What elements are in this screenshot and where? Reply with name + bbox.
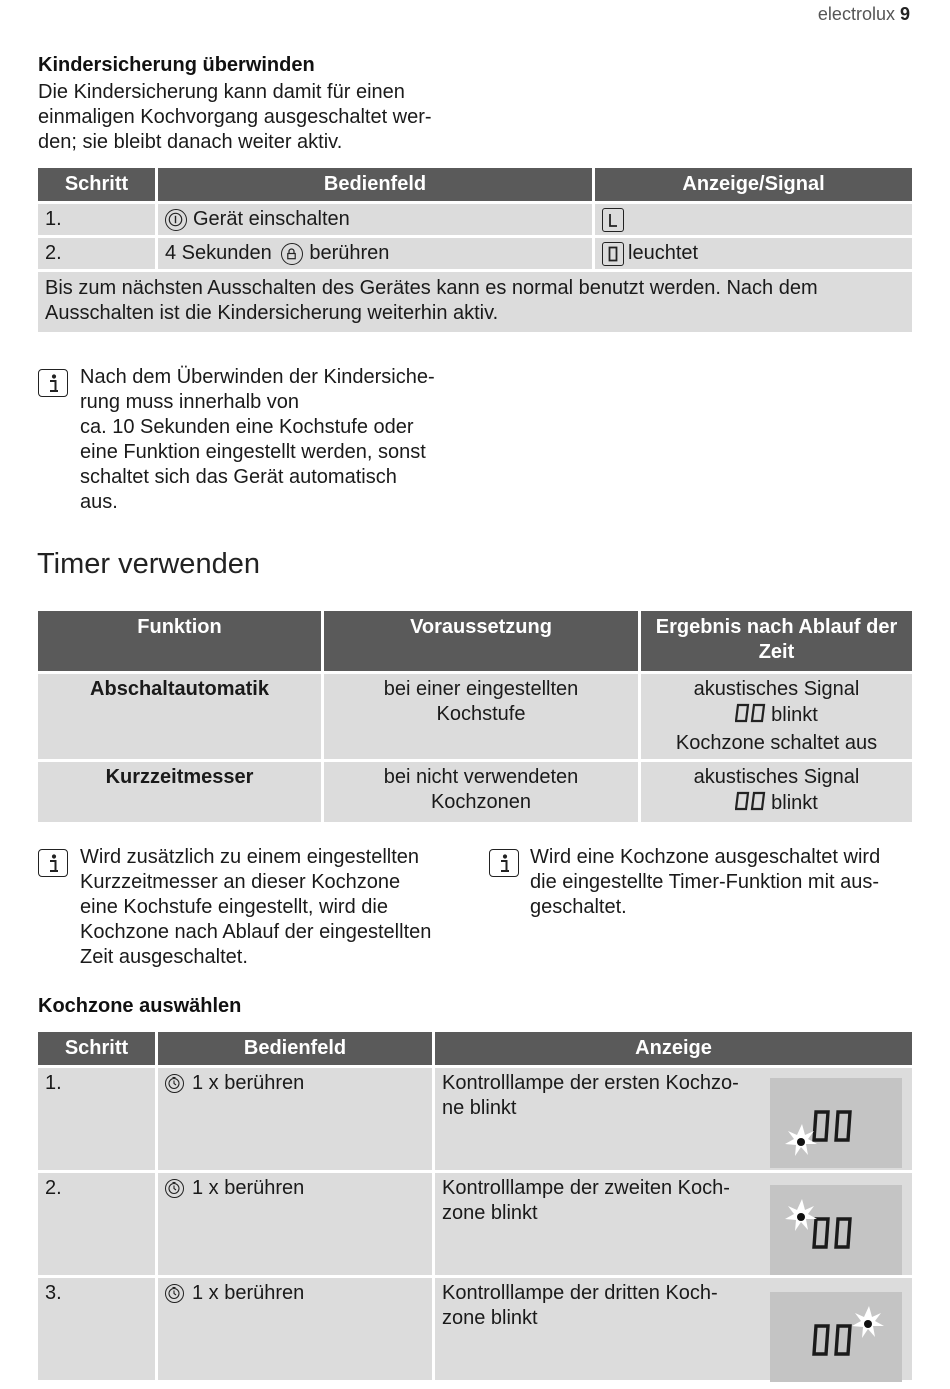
display-illustration-zone-1 xyxy=(770,1078,902,1168)
blinking-indicator-icon xyxy=(852,1306,884,1338)
condition-line: Kochstufe xyxy=(436,703,526,725)
info-icon xyxy=(489,849,519,877)
info-line: Wird zusätzlich zu einem eingestellten xyxy=(80,846,420,868)
col-header-step: Schritt xyxy=(38,1032,155,1065)
display-line: zone blinkt xyxy=(442,1307,538,1329)
info-line: Wird eine Kochzone ausgeschaltet wird xyxy=(530,846,881,868)
info-line: die eingestellte Timer-Funktion mit aus- xyxy=(530,871,880,893)
result-line: akustisches Signal xyxy=(693,678,860,700)
control-cell xyxy=(158,1278,432,1380)
intro-line: den; sie bleibt danach weiter aktiv. xyxy=(38,131,343,153)
info-text-child-lock xyxy=(80,365,435,515)
info-line: ca. 10 Sekunden eine Kochstufe oder xyxy=(80,416,414,438)
display-cell xyxy=(595,204,912,235)
power-icon xyxy=(165,209,187,231)
blinking-indicator-icon xyxy=(785,1124,817,1156)
child-lock-heading: Kindersicherung überwinden xyxy=(38,54,315,76)
zone-select-heading: Kochzone auswählen xyxy=(38,995,242,1017)
col-header-control: Bedienfeld xyxy=(158,168,592,201)
condition-line: bei einer eingestellten xyxy=(383,678,579,700)
timer-icon xyxy=(165,1284,184,1303)
col-header-result: Ergebnis nach Ablauf der Zeit xyxy=(641,611,912,671)
control-cell xyxy=(158,204,592,235)
table-row xyxy=(38,238,912,269)
note-line: Ausschalten ist die Kindersicherung weiterhin aktiv. xyxy=(45,302,499,324)
page-number: 9 xyxy=(899,4,910,24)
info-line: geschaltet. xyxy=(530,896,627,918)
table-header-row xyxy=(38,1032,912,1065)
display-illustration-zone-3 xyxy=(770,1292,902,1382)
table-row xyxy=(38,674,912,759)
result-line: Kochzone schaltet aus xyxy=(675,732,878,754)
control-cell xyxy=(158,238,592,269)
info-line: Nach dem Überwinden der Kindersiche- xyxy=(80,366,435,388)
display-line: ne blinkt xyxy=(442,1097,517,1119)
control-label-post: berühren xyxy=(309,242,390,264)
info-icon xyxy=(38,369,68,397)
info-text-timer-right xyxy=(530,845,880,920)
info-text-timer-left xyxy=(80,845,431,970)
table-row xyxy=(38,204,912,235)
intro-line: einmaligen Kochvorgang ausgeschaltet wer- xyxy=(38,106,432,128)
control-label: Gerät einschalten xyxy=(193,208,350,230)
blinking-indicator-icon xyxy=(785,1199,817,1231)
digit-display-icon xyxy=(735,790,767,819)
info-line: Zeit ausgeschaltet. xyxy=(80,946,248,968)
col-header-condition: Voraussetzung xyxy=(324,611,638,671)
col-header-control: Bedienfeld xyxy=(158,1032,432,1065)
info-line: eine Funktion eingestellt werden, sonst xyxy=(80,441,426,463)
info-line: Kochzone nach Ablauf der eingestellten xyxy=(80,921,432,943)
control-label-pre: 4 Sekunden xyxy=(165,242,272,264)
result-blink: blinkt xyxy=(771,704,818,726)
result-line xyxy=(648,790,905,819)
step-cell: 2. xyxy=(38,238,155,269)
col-header-display: Anzeige xyxy=(435,1032,912,1065)
display-symbol-zero-icon xyxy=(602,242,624,266)
info-line: eine Kochstufe eingestellt, wird die xyxy=(80,896,388,918)
digit-display-icon xyxy=(735,702,767,731)
display-line: zone blinkt xyxy=(442,1202,538,1224)
step-cell: 1. xyxy=(38,204,155,235)
timer-function-table xyxy=(35,608,915,825)
lock-icon xyxy=(281,243,303,265)
display-line: Kontrolllampe der ersten Kochzo- xyxy=(442,1072,739,1094)
control-cell xyxy=(158,1068,432,1170)
timer-section-title: Timer verwenden xyxy=(37,548,260,580)
page-header xyxy=(818,4,910,25)
function-cell: Kurzzeitmesser xyxy=(38,762,321,822)
control-label: 1 x berühren xyxy=(192,1072,305,1094)
result-blink: blinkt xyxy=(771,792,818,814)
condition-cell xyxy=(324,674,638,759)
info-line: rung muss innerhalb von xyxy=(80,391,300,413)
col-header-function: Funktion xyxy=(38,611,321,671)
table-note-row xyxy=(38,272,912,332)
step-cell: 1. xyxy=(38,1068,155,1170)
timer-icon xyxy=(165,1179,184,1198)
brand-name: electrolux xyxy=(817,4,895,24)
display-text: leuchtet xyxy=(628,242,699,264)
note-line: Bis zum nächsten Ausschalten des Gerätes kann es normal benutzt werden. Nach dem xyxy=(45,277,818,299)
display-line: Kontrolllampe der zweiten Koch- xyxy=(442,1177,730,1199)
display-symbol-l-icon xyxy=(602,208,624,232)
control-cell xyxy=(158,1173,432,1275)
col-header-display: Anzeige/Signal xyxy=(595,168,912,201)
table-row xyxy=(38,762,912,822)
timer-icon xyxy=(165,1074,184,1093)
info-line: Kurzzeitmesser an dieser Kochzone xyxy=(80,871,401,893)
result-cell xyxy=(641,762,912,822)
condition-cell xyxy=(324,762,638,822)
info-line: aus. xyxy=(80,491,118,513)
table-header-row xyxy=(38,611,912,671)
result-line xyxy=(648,702,905,731)
control-label: 1 x berühren xyxy=(192,1177,305,1199)
child-lock-intro xyxy=(38,80,432,155)
display-illustration-zone-2 xyxy=(770,1185,902,1275)
col-header-step: Schritt xyxy=(38,168,155,201)
function-cell: Abschaltautomatik xyxy=(38,674,321,759)
step-cell: 2. xyxy=(38,1173,155,1275)
child-lock-table xyxy=(35,165,915,335)
step-cell: 3. xyxy=(38,1278,155,1380)
info-line: schaltet sich das Gerät automatisch xyxy=(80,466,397,488)
result-line: akustisches Signal xyxy=(693,766,860,788)
note-cell xyxy=(38,272,912,332)
condition-line: bei nicht verwendeten xyxy=(383,766,579,788)
table-header-row xyxy=(38,168,912,201)
info-icon xyxy=(38,849,68,877)
display-cell xyxy=(595,238,912,269)
display-line: Kontrolllampe der dritten Koch- xyxy=(442,1282,718,1304)
intro-line: Die Kindersicherung kann damit für einen xyxy=(38,81,405,103)
control-label: 1 x berühren xyxy=(192,1282,305,1304)
result-cell xyxy=(641,674,912,759)
condition-line: Kochzonen xyxy=(430,791,532,813)
